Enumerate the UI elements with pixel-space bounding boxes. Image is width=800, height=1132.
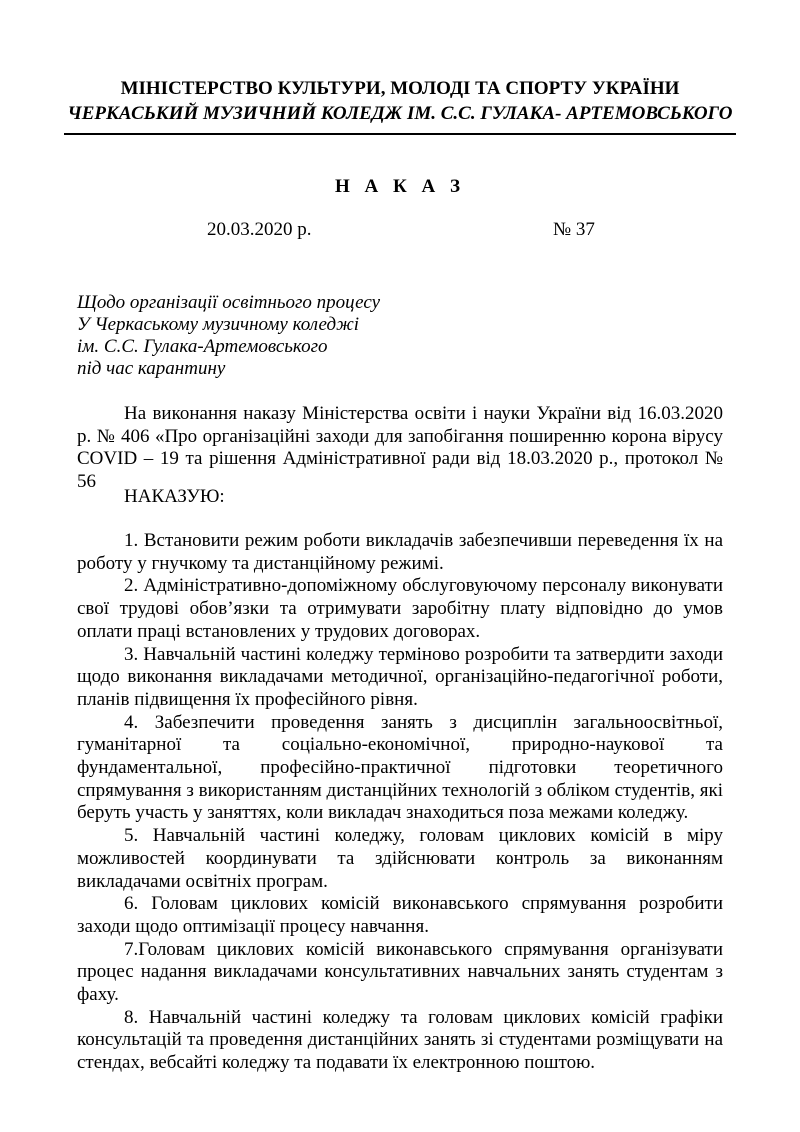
subject-line: Щодо організації освітнього процесу — [77, 292, 381, 313]
order-item: 3. Навчальній частині коледжу терміново розробити та затвердити заходи щодо виконання викладачами методичної, організаційно-педагогічної роботи, планів підвищення їх професійного рівня. — [77, 643, 723, 710]
order-item: 8. Навчальній частині коледжу та головам циклових комісій графіки консультацій та проведення дистанційних занять зі студентами розміщувати на стендах, вебсайті коледжу та подавати їх електронною поштою. — [77, 1006, 723, 1074]
order-item: 4. Забезпечити проведення занять з дисциплін загальноосвітньої, гуманітарної та соціально-економічної, природно-наукової та фундаментальної, професійно-практичної підготовки теоретичного спрямування з використанням дистанційних технологій з обліком студентів, які беруть участь у заняттях, коли викладач знаходиться поза межами коледжу. — [77, 711, 723, 824]
ministry-header: МІНІСТЕРСТВО КУЛЬТУРИ, МОЛОДІ ТА СПОРТУ УКРАЇНИ — [120, 78, 680, 99]
order-item: 7.Головам циклових комісій виконавського спрямування організувати процес надання викладачами консультативних навчальних занять студентам з фаху. — [77, 938, 723, 1006]
order-date: 20.03.2020 р. — [207, 219, 312, 240]
order-item: 1. Встановити режим роботи викладачів забезпечивши переведення їх на роботу у гнучкому та дистанційному режимі. — [77, 530, 723, 574]
subject-line: під час карантину — [77, 358, 226, 379]
header-divider — [64, 133, 736, 135]
subject-line: У Черкаському музичному коледжі — [77, 314, 360, 335]
order-items — [77, 530, 723, 1075]
order-subject — [77, 292, 477, 380]
order-item: 6. Головам циклових комісій виконавського спрямування розробити заходи щодо оптимізації процесу навчання. — [77, 893, 723, 937]
college-header: ЧЕРКАСЬКИЙ МУЗИЧНИЙ КОЛЕДЖ ІМ. С.С. ГУЛАКА- АРТЕМОВСЬКОГО — [67, 103, 733, 124]
preamble-paragraph: На виконання наказу Міністерства освіти і науки України від 16.03.2020 р. № 406 «Про організаційні заходи для запобігання поширенню корона вірусу COVID – 19 та рішення Адміністративної ради від 18.03.2020 р., протокол № 56 — [77, 403, 723, 493]
order-title: Н А К А З — [334, 176, 466, 197]
order-item: 2. Адміністративно-допоміжному обслуговуючому персоналу виконувати свої трудові обов’язки та отримувати заробітну плату відповідно до умов оплати праці встановлених у трудових договорах. — [77, 575, 723, 642]
subject-line: ім. С.С. Гулака-Артемовського — [77, 336, 328, 357]
order-item: 5. Навчальній частині коледжу, головам циклових комісій в міру можливостей координувати та здійснювати контроль за виконанням викладачами освітніх програм. — [77, 825, 723, 892]
order-directive-word: НАКАЗУЮ: — [124, 486, 225, 507]
order-number: № 37 — [553, 219, 595, 240]
